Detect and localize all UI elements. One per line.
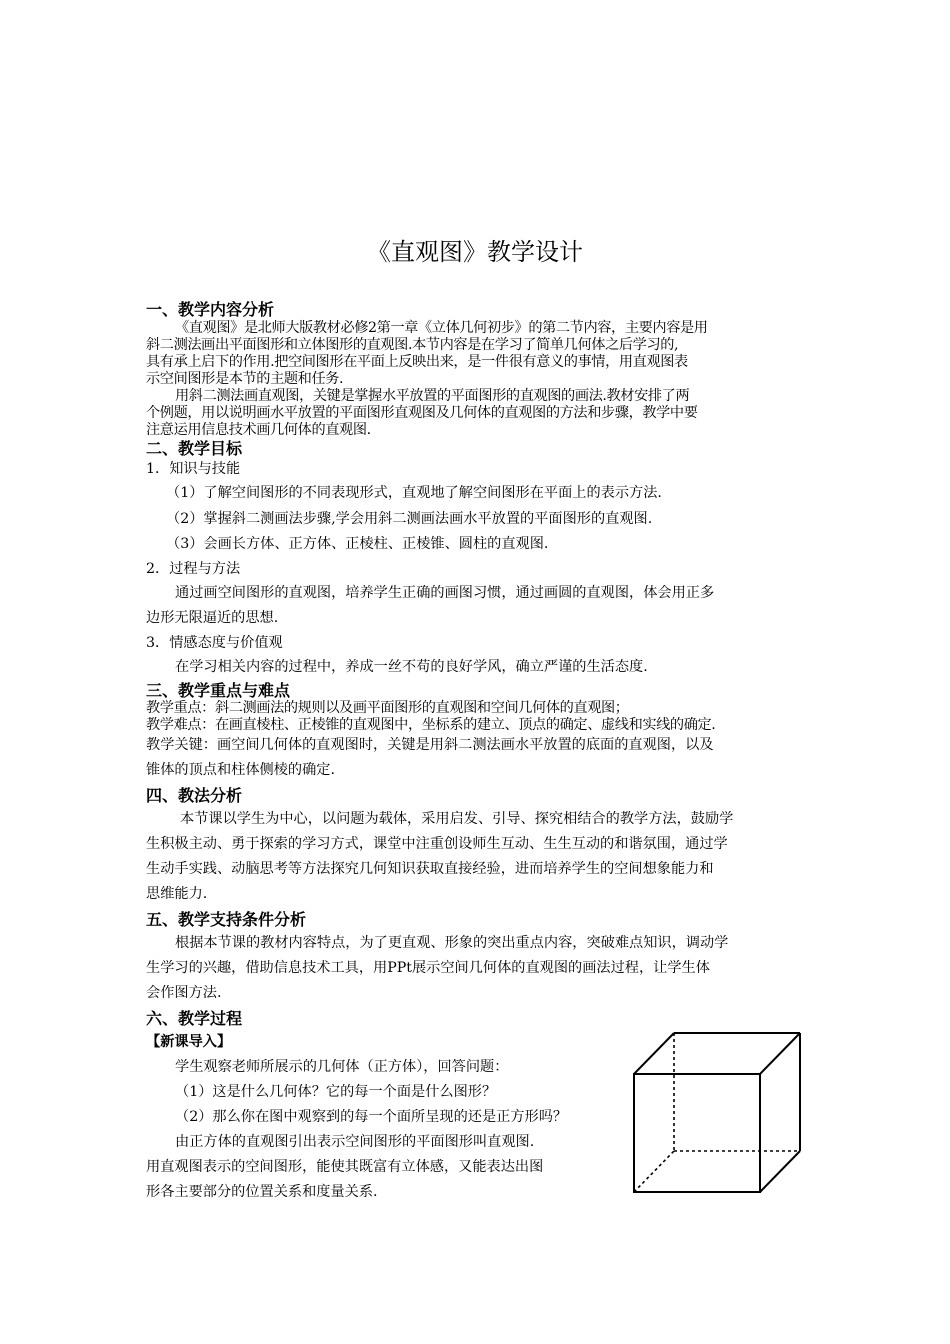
paragraph-line: 本节课以学生为中心，以问题为载体，采用启发、引导、探究相结合的教学方法，鼓励学	[180, 811, 734, 827]
paragraph-line: 示空间图形是本节的主题和任务.	[146, 371, 344, 387]
paragraph-line: 通过画空间图形的直观图，培养学生正确的画图习惯，通过画圆的直观图，体会用正多	[175, 585, 715, 601]
paragraph-line: 边形无限逼近的思想.	[146, 610, 279, 626]
paragraph-line: 教学关键：画空间几何体的直观图时，关键是用斜二测法画水平放置的底面的直观图，以及	[146, 737, 714, 753]
section-heading-1: 一、教学内容分析	[146, 300, 275, 319]
question: （2）那么你在图中观察到的每一个面所呈现的还是正方形吗？	[175, 1109, 568, 1125]
cube-edge	[634, 1033, 674, 1074]
cube-front-face	[634, 1074, 760, 1192]
paragraph-line: 会作图方法.	[146, 985, 222, 1001]
cube-figure	[628, 1030, 818, 1198]
list-item: （1）了解空间图形的不同表现形式，直观地了解空间图形在平面上的表示方法.	[166, 485, 662, 501]
paragraph-line: 由正方体的直观图引出表示空间图形的平面图形叫直观图.	[175, 1134, 535, 1150]
paragraph-line: 注意运用信息技术画几何体的直观图.	[146, 422, 371, 438]
section-heading-6: 六、教学过程	[146, 1009, 243, 1028]
paragraph-line: 用直观图表示的空间图形，能使其既富有立体感，又能表达出图	[146, 1159, 544, 1175]
paragraph-line: 生动手实践、动脑思考等方法探究几何知识获取直接经验，进而培养学生的空间想象能力和	[146, 861, 714, 877]
subheading-new-lesson: 【新课导入】	[146, 1034, 232, 1050]
question: （1）这是什么几何体？它的每一个面是什么图形？	[175, 1084, 497, 1100]
subheading: 1．知识与技能	[146, 461, 241, 477]
section-heading-3: 三、教学重点与难点	[146, 681, 291, 700]
paragraph-line: 锥体的顶点和柱体侧棱的确定.	[146, 762, 335, 778]
paragraph-line: 教学难点：在画直棱柱、正棱锥的直观图中，坐标系的建立、顶点的确定、虚线和实线的确定.	[146, 717, 716, 733]
paragraph-line: 思维能力.	[146, 886, 208, 902]
cube-hidden-edge	[634, 1151, 674, 1192]
paragraph-line: 具有承上启下的作用.把空间图形在平面上反映出来，是一件很有意义的事情，用直观图表	[146, 354, 688, 370]
section-heading-2: 二、教学目标	[146, 439, 243, 458]
paragraph-line: 学生观察老师所展示的几何体（正方体），回答问题：	[175, 1059, 509, 1075]
paragraph-line: 生积极主动、勇于探索的学习方式，课堂中注重创设师生互动、生生互动的和谐氛围，通过学	[146, 836, 728, 852]
paragraph-line: 用斜二测法画直观图，关键是掌握水平放置的平面图形的直观图的画法.教材安排了两	[175, 388, 690, 404]
paragraph-line: 《直观图》是北师大版教材必修2第一章《立体几何初步》的第二节内容，主要内容是用	[175, 320, 708, 336]
list-item: （3）会画长方体、正方体、正棱柱、正棱锥、圆柱的直观图.	[166, 536, 549, 552]
subheading: 2．过程与方法	[146, 561, 241, 577]
cube-edge	[760, 1151, 800, 1192]
list-item: （2）掌握斜二测画法步骤,学会用斜二测画法画水平放置的平面图形的直观图.	[166, 511, 653, 527]
paragraph-line: 根据本节课的教材内容特点，为了更直观、形象的突出重点内容，突破难点知识，调动学	[175, 935, 729, 951]
paragraph-line: 斜二测法画出平面图形和立体图形的直观图.本节内容是在学习了简单几何体之后学习的,	[146, 337, 679, 353]
paragraph-line: 个例题，用以说明画水平放置的平面图形直观图及几何体的直观图的方法和步骤，教学中要	[146, 405, 698, 421]
section-heading-4: 四、教法分析	[146, 786, 243, 805]
paragraph-line: 生学习的兴趣，借助信息技术工具，用PPt展示空间几何体的直观图的画法过程，让学生体	[146, 960, 710, 976]
paragraph-line: 在学习相关内容的过程中，养成一丝不苟的良好学风，确立严谨的生活态度.	[175, 659, 648, 675]
page-title: 《直观图》教学设计	[367, 238, 583, 266]
subheading: 3．情感态度与价值观	[146, 635, 283, 651]
paragraph-line: 形各主要部分的位置关系和度量关系.	[146, 1184, 378, 1200]
cube-edge	[760, 1033, 800, 1074]
section-heading-5: 五、教学支持条件分析	[146, 910, 307, 929]
paragraph-line: 教学重点：斜二测画法的规则以及画平面图形的直观图和空间几何体的直观图；	[146, 700, 629, 716]
